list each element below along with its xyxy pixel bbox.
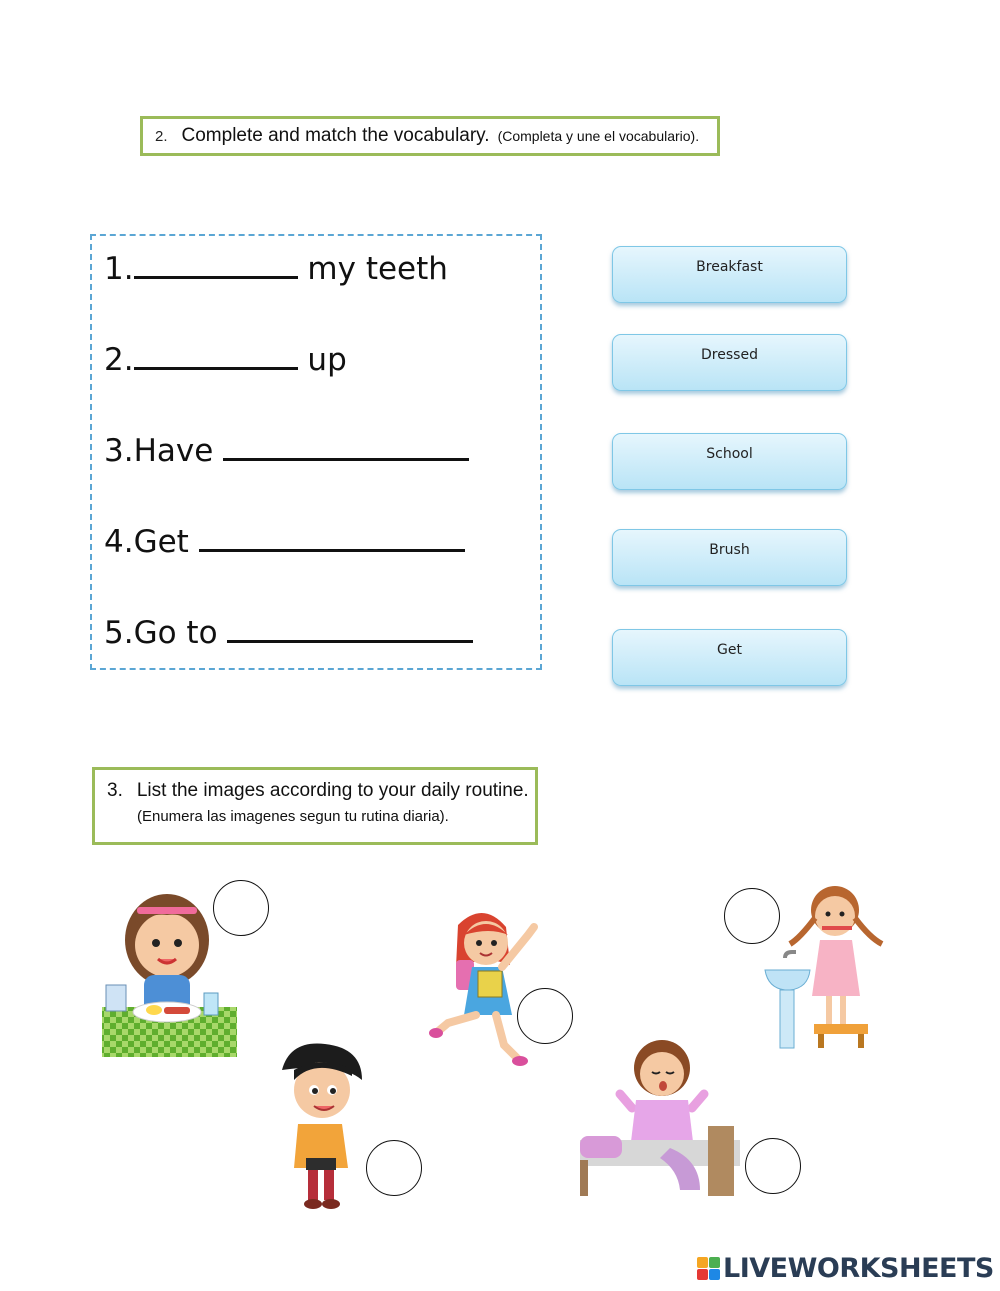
sentence-2 (104, 341, 347, 376)
sentence-2-blank[interactable] (134, 341, 298, 370)
section-3-instruction-es: (Enumera las imagenes segun tu rutina diaria). (137, 808, 449, 825)
girl-waking-up-icon (580, 1030, 740, 1200)
answer-circle-1[interactable] (213, 880, 269, 936)
sentence-1-prefix: 1. (104, 251, 134, 287)
section-2-instruction: Complete and match the vocabulary. (181, 125, 490, 146)
sentence-4 (104, 523, 465, 558)
boy-getting-dressed-icon (270, 1040, 370, 1215)
sentence-3 (104, 432, 469, 467)
sentence-4-prefix: 4.Get (104, 524, 199, 560)
sentence-3-prefix: 3.Have (104, 433, 224, 469)
sentence-1-blank[interactable] (134, 250, 298, 279)
section-3-header (92, 767, 538, 845)
logo-text: LIVEWORKSHEETS (723, 1253, 994, 1284)
word-button-brush[interactable]: Brush (612, 529, 847, 586)
word-button-dressed[interactable]: Dressed (612, 334, 847, 391)
word-button-get[interactable]: Get (612, 629, 847, 686)
answer-circle-2[interactable] (517, 988, 573, 1044)
section-3-instruction: List the images according to your daily routine. (136, 780, 529, 801)
sentence-5-blank[interactable] (227, 614, 473, 643)
section-2-number: 2. (155, 127, 168, 145)
section-3-number: 3. (107, 780, 123, 801)
answer-circle-3[interactable] (724, 888, 780, 944)
sentence-1 (104, 250, 448, 285)
logo-mark-icon (697, 1257, 720, 1280)
answer-circle-4[interactable] (366, 1140, 422, 1196)
section-2-instruction-es: (Completa y une el vocabulario). (497, 128, 700, 144)
sentence-5 (104, 614, 473, 649)
answer-circle-5[interactable] (745, 1138, 801, 1194)
girl-brushing-teeth-icon (760, 878, 895, 1053)
sentence-5-prefix: 5.Go to (104, 615, 228, 651)
word-button-breakfast[interactable]: Breakfast (612, 246, 847, 303)
sentence-2-prefix: 2. (104, 342, 134, 378)
sentence-4-blank[interactable] (199, 523, 465, 552)
sentence-3-blank[interactable] (223, 432, 469, 461)
girl-going-to-school-icon (428, 905, 543, 1070)
sentence-1-suffix: my teeth (297, 251, 448, 287)
liveworksheets-logo (697, 1253, 994, 1284)
section-2-header (140, 116, 720, 156)
word-button-school[interactable]: School (612, 433, 847, 490)
sentence-2-suffix: up (297, 342, 347, 378)
